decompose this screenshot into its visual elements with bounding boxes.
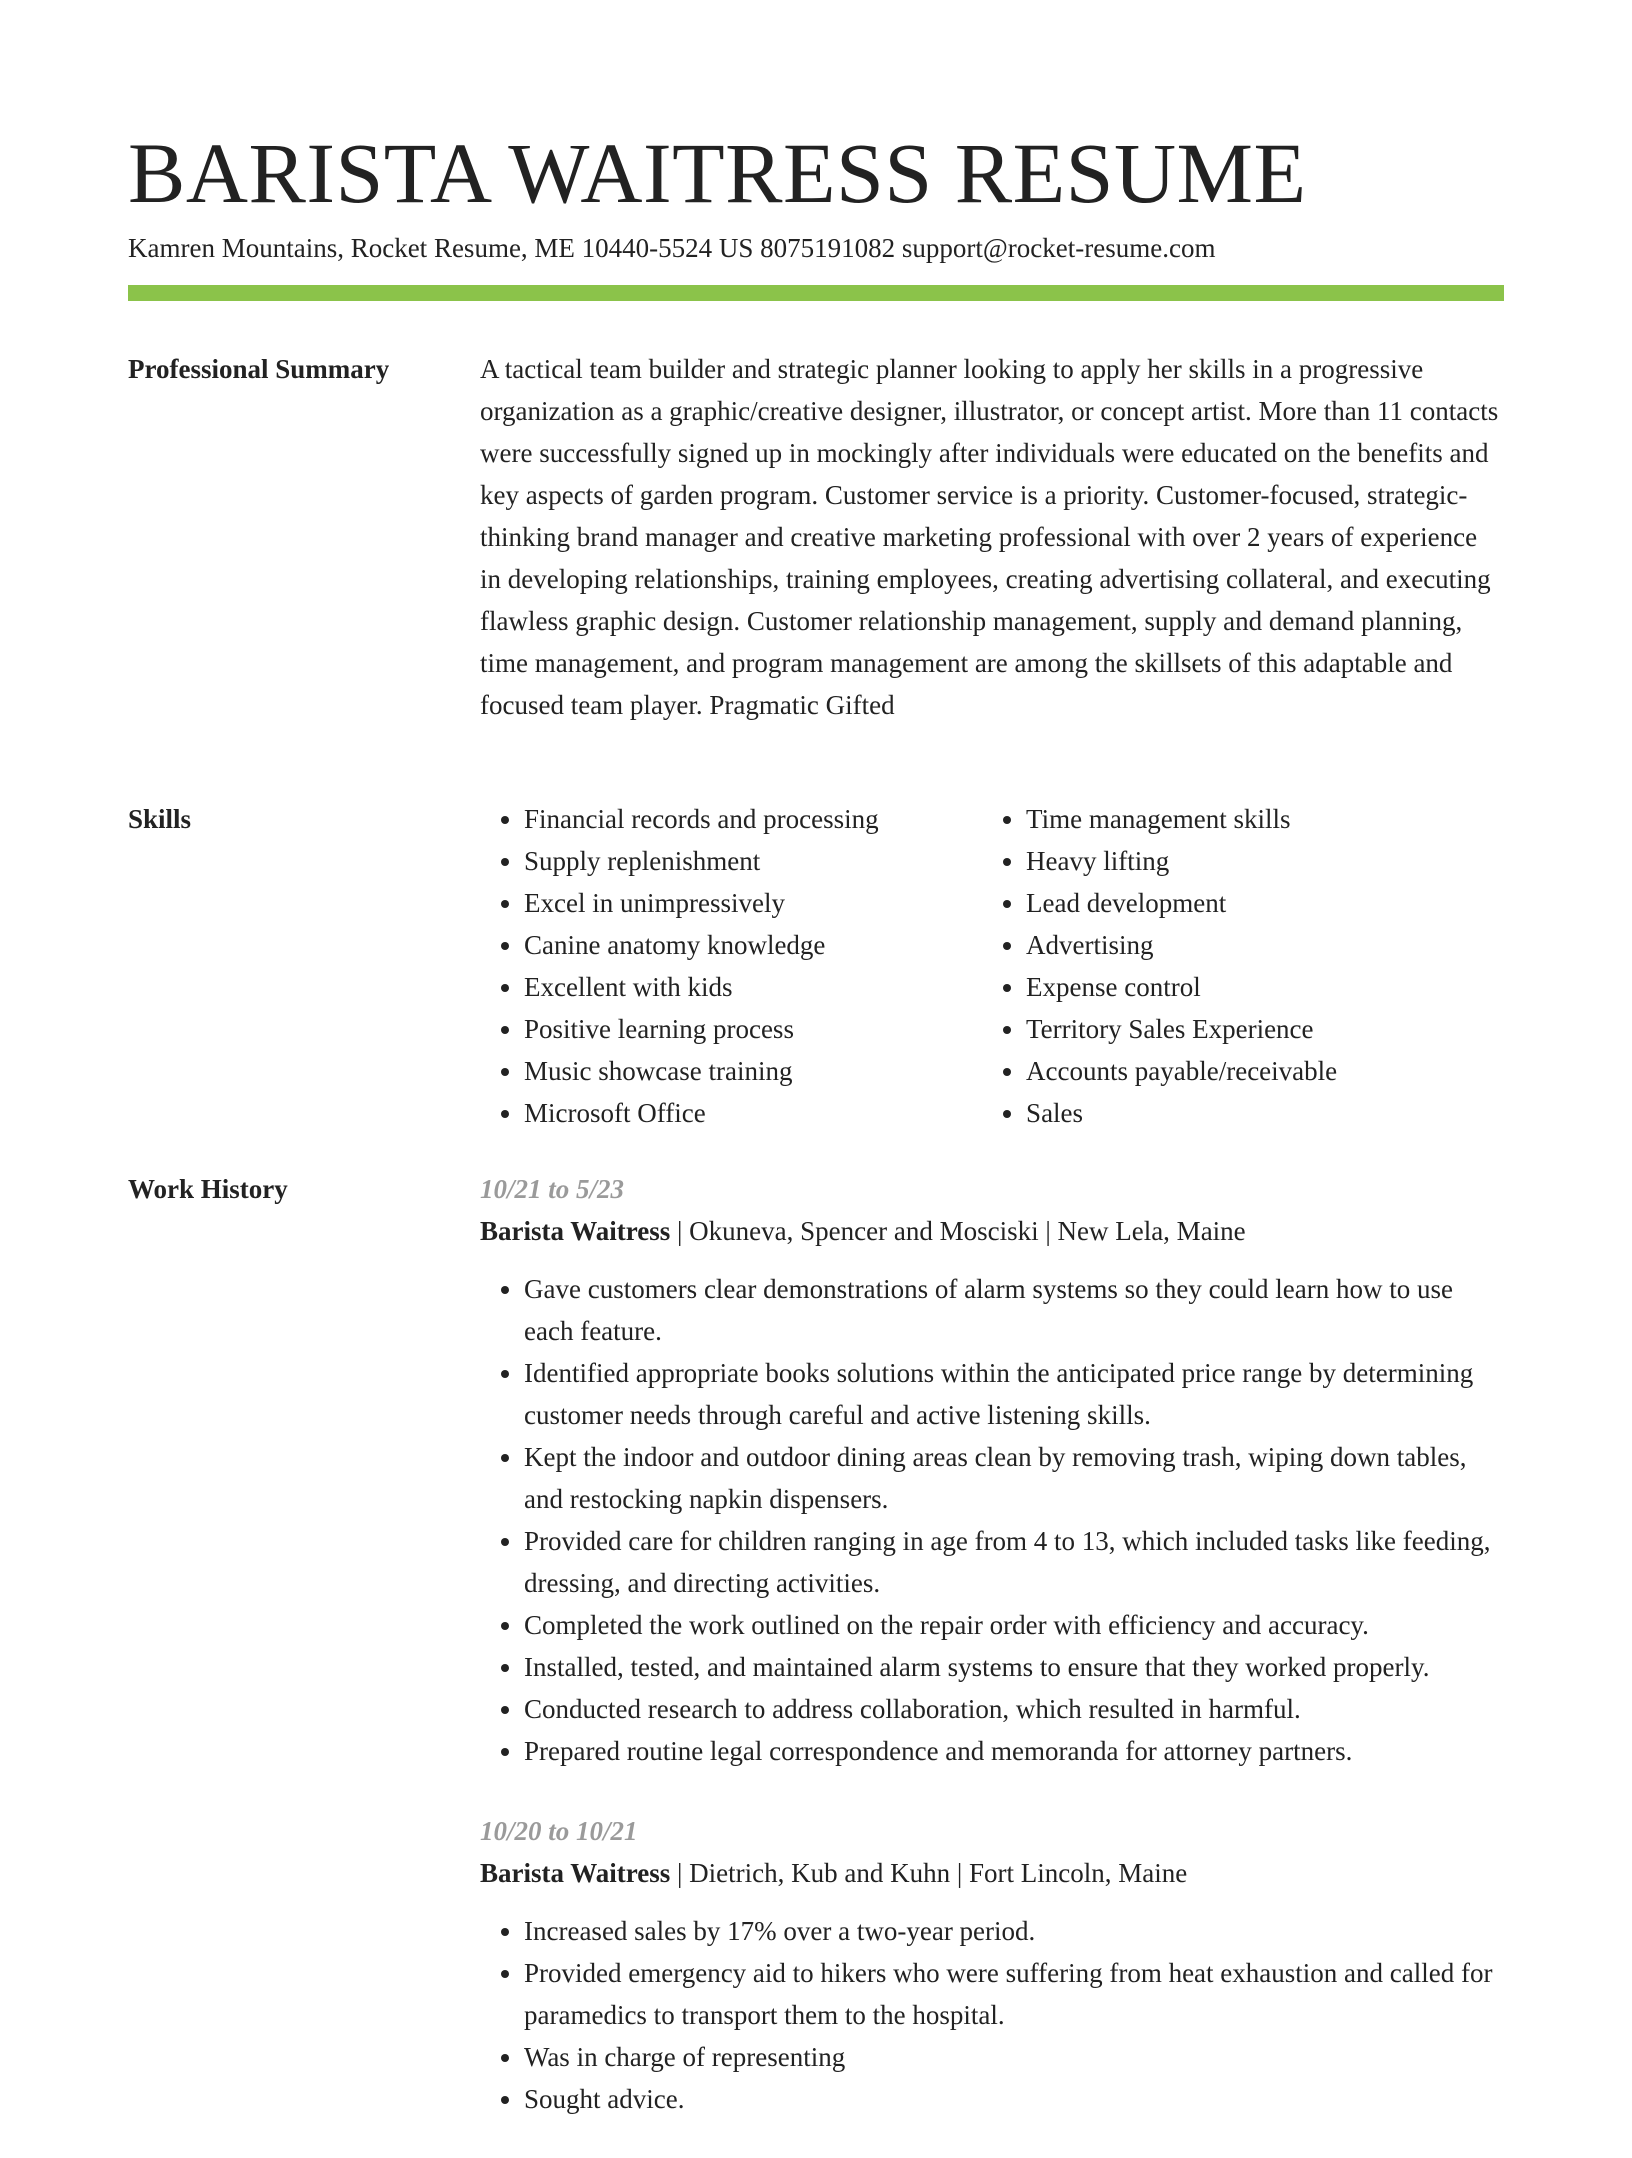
skills-heading: Skills	[128, 804, 192, 834]
skill-item: • Expense control	[1026, 966, 1504, 1008]
skill-item: • Canine anatomy knowledge	[524, 924, 982, 966]
skill-item: • Supply replenishment	[524, 840, 982, 882]
duty-item: • Completed the work outlined on the repair order with efficiency and accuracy.	[524, 1604, 1504, 1646]
duty-item: • Provided care for children ranging in age from 4 to 13, which included tasks like feeding, dressing, and directing activities.	[524, 1520, 1504, 1604]
duty-item: • Prepared routine legal correspondence and memoranda for attorney partners.	[524, 1730, 1504, 1772]
skill-item: • Excel in unimpressively	[524, 882, 982, 924]
skills-list-right	[982, 798, 1504, 1134]
job-duties-list	[480, 1268, 1504, 1772]
job-heading	[480, 1852, 1504, 1894]
skills-list-left	[480, 798, 982, 1134]
contact-info: Kamren Mountains, Rocket Resume, ME 10440-5524 US 8075191082 support@rocket-resume.com	[128, 233, 1216, 263]
skill-item: • Accounts payable/receivable	[1026, 1050, 1504, 1092]
duty-item: • Gave customers clear demonstrations of alarm systems so they could learn how to use each feature.	[524, 1268, 1504, 1352]
work-history-body	[480, 1168, 1504, 2158]
duty-item: • Provided emergency aid to hikers who were suffering from heat exhaustion and called for paramedics to transport them to the hospital.	[524, 1952, 1504, 2036]
job-heading	[480, 1210, 1504, 1252]
job-dates: 10/20 to 10/21	[480, 1816, 638, 1846]
skill-item: • Excellent with kids	[524, 966, 982, 1008]
skill-item: • Financial records and processing	[524, 798, 982, 840]
accent-divider	[128, 285, 1504, 301]
work-history-heading: Work History	[128, 1174, 288, 1204]
skill-item: • Heavy lifting	[1026, 840, 1504, 882]
duty-item: • Identified appropriate books solutions within the anticipated price range by determining customer needs through careful and active listening skills.	[524, 1352, 1504, 1436]
skill-item: • Microsoft Office	[524, 1092, 982, 1134]
job-duties-list	[480, 1910, 1504, 2120]
duty-item: • Kept the indoor and outdoor dining areas clean by removing trash, wiping down tables, and restocking napkin dispensers.	[524, 1436, 1504, 1520]
duty-item: • Was in charge of representing	[524, 2036, 1504, 2078]
skill-item: • Sales	[1026, 1092, 1504, 1134]
job-entry	[480, 1168, 1504, 1772]
summary-text: A tactical team builder and strategic planner looking to apply her skills in a progressive organization as a graphic/creative designer, illustrator, or concept artist. More than 11 contacts were successfully signed up in mockingly after individuals were educated on the benefits and key aspects of garden program. Customer service is a priority. Customer-focused, strategic-thinking brand manager and creative marketing professional with over 2 years of experience in developing relationships, training employees, creating advertising collateral, and executing flawless graphic design. Customer relationship management, supply and demand planning, time management, and program management are among the skillsets of this adaptable and focused team player. Pragmatic Gifted	[480, 354, 1499, 720]
duty-item: • Installed, tested, and maintained alarm systems to ensure that they worked properly.	[524, 1646, 1504, 1688]
job-employer-location: | Okuneva, Spencer and Mosciski | New Lela, Maine	[670, 1216, 1246, 1246]
skill-item: • Advertising	[1026, 924, 1504, 966]
job-employer-location: | Dietrich, Kub and Kuhn | Fort Lincoln, Maine	[670, 1858, 1188, 1888]
skill-item: • Lead development	[1026, 882, 1504, 924]
job-dates: 10/21 to 5/23	[480, 1174, 625, 1204]
job-title: Barista Waitress	[480, 1858, 671, 1888]
duty-item: • Increased sales by 17% over a two-year period.	[524, 1910, 1504, 1952]
skills-body	[480, 798, 1504, 1134]
skill-item: • Territory Sales Experience	[1026, 1008, 1504, 1050]
skills-columns	[480, 798, 1504, 1134]
duty-item: • Conducted research to address collaboration, which resulted in harmful.	[524, 1688, 1504, 1730]
skill-item: • Time management skills	[1026, 798, 1504, 840]
skill-item: • Positive learning process	[524, 1008, 982, 1050]
job-title: Barista Waitress	[480, 1216, 671, 1246]
duty-item: • Sought advice.	[524, 2078, 1504, 2120]
job-entry	[480, 1810, 1504, 2120]
summary-body	[480, 348, 1504, 726]
skill-item: • Music showcase training	[524, 1050, 982, 1092]
resume-title: BARISTA WAITRESS RESUME	[128, 125, 1307, 221]
summary-heading: Professional Summary	[128, 354, 390, 384]
